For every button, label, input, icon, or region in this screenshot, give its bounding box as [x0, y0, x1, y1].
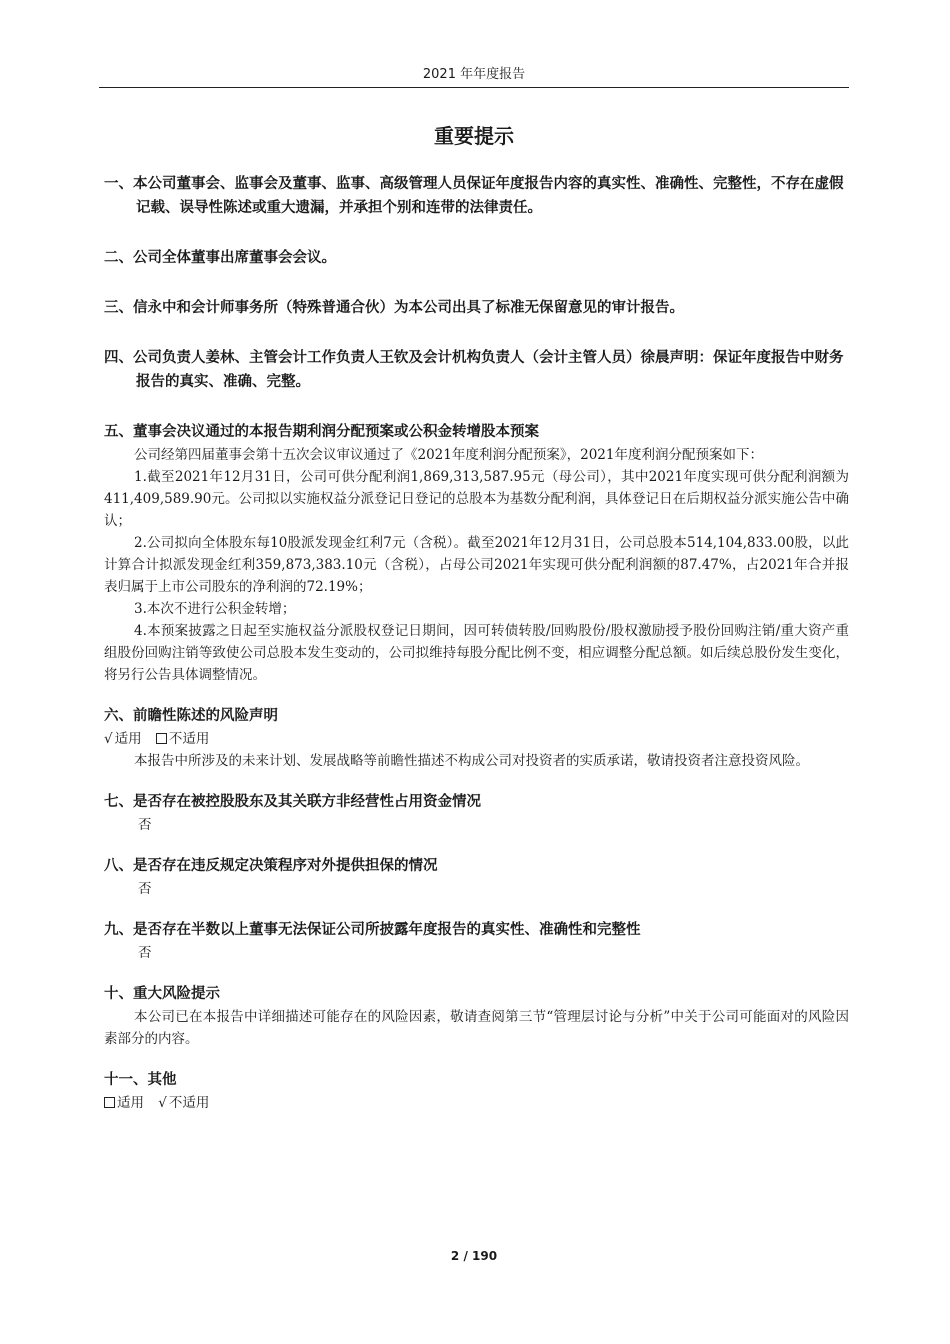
section-5-heading: 五、董事会决议通过的本报告期利润分配预案或公积金转增股本预案	[104, 424, 539, 440]
section-5-item: 4.本预案披露之日起至实施权益分派股权登记日期间，因可转债转股/回购股份/股权激励授予股份回购注销/重大资产重组股份回购注销等致使公司总股本发生变动的，公司拟维持每股分配比例不变，相应调整分配总额。如后续总股份发生变化，将另行公告具体调整情况。	[104, 623, 849, 683]
empty-checkbox-icon	[104, 1097, 115, 1108]
section-7-answer: 否	[138, 817, 152, 833]
section-1-heading: 一、本公司董事会、监事会及董事、监事、高级管理人员保证年度报告内容的真实性、准确性、完整性，不存在虚假记载、误导性陈述或重大遗漏，并承担个别和连带的法律责任。	[104, 176, 844, 216]
section-5-intro: 公司经第四届董事会第十五次会议审议通过了《2021年度利润分配预案》，2021年度利润分配预案如下：	[134, 447, 763, 463]
option-not-applicable: √ 不适用	[158, 1095, 210, 1111]
section-9-heading: 九、是否存在半数以上董事无法保证公司所披露年度报告的真实性、准确性和完整性	[104, 922, 641, 938]
page-number: 2 / 190	[450, 1249, 498, 1263]
page-header: 2021 年年度报告	[422, 67, 526, 82]
section-10-heading: 十、重大风险提示	[104, 986, 220, 1002]
section-3-heading: 三、信永中和会计师事务所（特殊普通合伙）为本公司出具了标准无保留意见的审计报告。	[104, 300, 684, 316]
section-4-heading: 四、公司负责人姜林、主管会计工作负责人王钦及会计机构负责人（会计主管人员）徐晨声明：保证年度报告中财务报告的真实、准确、完整。	[104, 350, 844, 390]
section-10-body: 本公司已在本报告中详细描述可能存在的风险因素，敬请查阅第三节“管理层讨论与分析”中关于公司可能面对的风险因素部分的内容。	[104, 1009, 849, 1047]
section-6-body: 本报告中所涉及的未来计划、发展战略等前瞻性描述不构成公司对投资者的实质承诺，敬请投资者注意投资风险。	[134, 753, 809, 769]
page-title: 重要提示	[434, 124, 514, 148]
section-8-answer: 否	[138, 881, 152, 897]
section-9-answer: 否	[138, 945, 152, 961]
empty-checkbox-icon	[156, 733, 167, 744]
section-7-heading: 七、是否存在被控股股东及其关联方非经营性占用资金情况	[104, 794, 481, 810]
section-5-item: 1.截至2021年12月31日，公司可供分配利润1,869,313,587.95元（母公司），其中2021年度实现可供分配利润额为411,409,589.90元。公司拟以实施权益分派登记日登记的总股本为基数分配利润，具体登记日在后期权益分派实施公告中确认；	[104, 469, 849, 529]
document-body	[104, 172, 849, 1114]
header-divider	[99, 87, 849, 88]
option-applicable: √ 适用	[104, 731, 142, 747]
option-not-applicable: 不适用	[156, 731, 210, 747]
section-8-heading: 八、是否存在违反规定决策程序对外提供担保的情况	[104, 858, 438, 874]
section-5-item: 3.本次不进行公积金转增；	[134, 601, 296, 617]
checkmark-icon: √	[104, 731, 113, 747]
section-11-options	[104, 1092, 849, 1114]
section-6-heading: 六、前瞻性陈述的风险声明	[104, 708, 278, 724]
checkmark-icon: √	[158, 1095, 167, 1111]
section-2-heading: 二、公司全体董事出席董事会会议。	[104, 250, 336, 266]
section-6-options	[104, 728, 849, 750]
section-11-heading: 十一、其他	[104, 1072, 177, 1088]
section-5-item: 2.公司拟向全体股东每10股派发现金红利7元（含税）。截至2021年12月31日，公司总股本514,104,833.00股，以此计算合计拟派发现金红利359,873,383.10元（含税），占母公司2021年实现可供分配利润额的87.47%，占2021年合并报表归属于上市公司股东的净利润的72.19%；	[104, 535, 849, 595]
option-applicable: 适用	[104, 1095, 144, 1111]
